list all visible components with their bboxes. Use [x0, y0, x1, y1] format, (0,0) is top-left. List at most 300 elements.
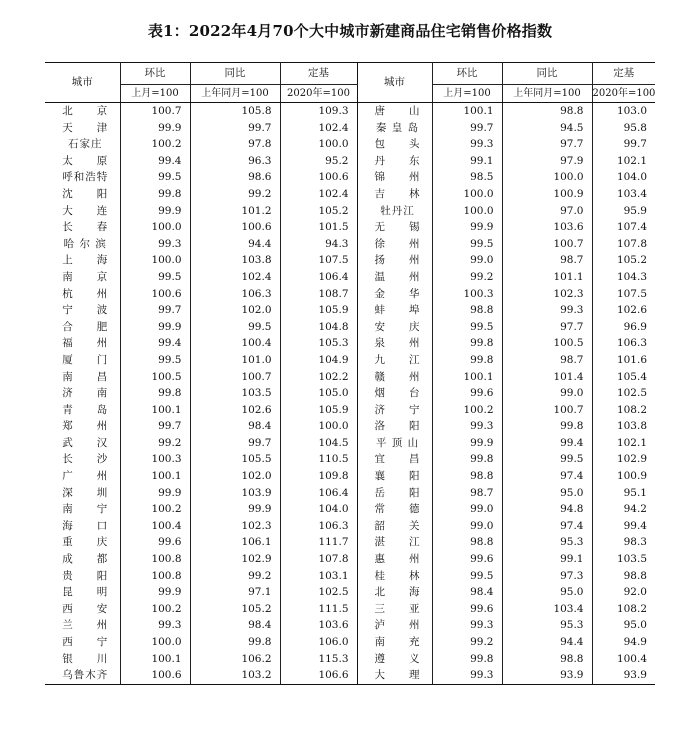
right-base-cell: 98.3	[592, 534, 655, 551]
right-mom-cell: 99.3	[432, 667, 502, 684]
table-row	[45, 667, 655, 684]
left-base-cell: 108.7	[280, 286, 357, 303]
left-yoy-cell: 97.1	[190, 584, 280, 601]
right-base-cell: 104.0	[592, 169, 655, 186]
right-mom-cell: 99.5	[432, 236, 502, 253]
right-city-cell: 吉 林	[357, 186, 432, 203]
left-yoy-cell: 103.8	[190, 252, 280, 269]
right-mom-cell: 98.8	[432, 468, 502, 485]
left-mom-cell: 100.4	[120, 518, 190, 535]
left-yoy-cell: 100.4	[190, 335, 280, 352]
right-base-cell: 102.6	[592, 302, 655, 319]
right-base-cell: 107.5	[592, 286, 655, 303]
left-base-cell: 102.4	[280, 186, 357, 203]
table-row	[45, 551, 655, 568]
table-row	[45, 617, 655, 634]
left-yoy-cell: 94.4	[190, 236, 280, 253]
left-city-cell: 重 庆	[62, 536, 109, 549]
right-mom-cell: 99.0	[432, 252, 502, 269]
left-mom-cell: 99.7	[120, 418, 190, 435]
right-base-cell: 108.2	[592, 402, 655, 419]
left-yoy-cell: 105.8	[190, 103, 280, 120]
right-base-cell: 99.7	[592, 136, 655, 153]
right-mom-cell: 99.3	[432, 617, 502, 634]
right-mom-cell: 100.1	[432, 103, 502, 120]
right-yoy-cell: 99.3	[502, 302, 592, 319]
right-yoy-cell: 99.1	[502, 551, 592, 568]
yoy-subheader-right: 上年同月=100	[502, 85, 592, 103]
right-base-cell: 102.1	[592, 435, 655, 452]
right-mom-cell: 99.9	[432, 219, 502, 236]
table-row	[45, 352, 655, 369]
table-row	[45, 402, 655, 419]
left-base-cell: 106.4	[280, 269, 357, 286]
table-row	[45, 203, 655, 220]
left-yoy-cell: 103.5	[190, 385, 280, 402]
right-mom-cell: 99.3	[432, 418, 502, 435]
left-mom-cell: 99.4	[120, 153, 190, 170]
right-yoy-cell: 100.0	[502, 169, 592, 186]
left-yoy-cell: 102.3	[190, 518, 280, 535]
right-city-cell: 桂 林	[357, 568, 432, 585]
left-base-cell: 95.2	[280, 153, 357, 170]
right-yoy-cell: 101.4	[502, 369, 592, 386]
mom-header-left: 环比	[120, 63, 190, 85]
left-city-cell: 天 津	[62, 121, 109, 134]
left-mom-cell: 100.8	[120, 568, 190, 585]
right-city-cell: 蚌 埠	[357, 302, 432, 319]
left-base-cell: 105.2	[280, 203, 357, 220]
left-yoy-cell: 101.2	[190, 203, 280, 220]
right-base-cell: 102.9	[592, 451, 655, 468]
table-row	[45, 302, 655, 319]
right-city-cell: 泸 州	[357, 617, 432, 634]
table-row	[45, 103, 655, 120]
right-mom-cell: 99.6	[432, 601, 502, 618]
left-city-cell: 太 原	[62, 154, 109, 167]
left-yoy-cell: 102.0	[190, 302, 280, 319]
left-mom-cell: 100.6	[120, 667, 190, 684]
table-row	[45, 335, 655, 352]
left-mom-cell: 100.0	[120, 219, 190, 236]
left-mom-cell: 100.0	[120, 252, 190, 269]
left-city-cell: 呼和浩特	[62, 171, 109, 184]
right-city-cell: 赣 州	[357, 369, 432, 386]
left-yoy-cell: 102.4	[190, 269, 280, 286]
table-row	[45, 501, 655, 518]
left-city-cell: 成 都	[62, 553, 109, 566]
right-yoy-cell: 100.9	[502, 186, 592, 203]
right-yoy-cell: 98.8	[502, 651, 592, 668]
table-row	[45, 252, 655, 269]
left-base-cell: 106.3	[280, 518, 357, 535]
table-row	[45, 634, 655, 651]
right-city-cell: 北 海	[357, 584, 432, 601]
mom-subheader-right: 上月=100	[432, 85, 502, 103]
left-yoy-cell: 101.0	[190, 352, 280, 369]
left-base-cell: 109.8	[280, 468, 357, 485]
left-base-cell: 100.6	[280, 169, 357, 186]
right-yoy-cell: 94.8	[502, 501, 592, 518]
left-base-cell: 107.5	[280, 252, 357, 269]
right-city-cell: 韶 关	[357, 518, 432, 535]
city-header-left: 城市	[45, 63, 120, 103]
left-city-cell: 大 连	[62, 204, 109, 217]
right-yoy-cell: 103.4	[502, 601, 592, 618]
table-row	[45, 534, 655, 551]
left-base-cell: 105.9	[280, 302, 357, 319]
table-row	[45, 120, 655, 137]
left-base-cell: 106.6	[280, 667, 357, 684]
left-mom-cell: 99.2	[120, 435, 190, 452]
left-city-cell: 合 肥	[62, 320, 109, 333]
left-mom-cell: 99.9	[120, 203, 190, 220]
left-city-cell: 南 宁	[62, 503, 109, 516]
left-mom-cell: 99.9	[120, 584, 190, 601]
right-base-cell: 102.1	[592, 153, 655, 170]
left-yoy-cell: 103.2	[190, 667, 280, 684]
right-base-cell: 105.2	[592, 252, 655, 269]
right-city-cell: 唐 山	[357, 103, 432, 120]
left-mom-cell: 100.2	[120, 136, 190, 153]
left-yoy-cell: 99.2	[190, 568, 280, 585]
left-yoy-cell: 98.4	[190, 418, 280, 435]
right-base-cell: 101.6	[592, 352, 655, 369]
yoy-header-right: 同比	[502, 63, 592, 85]
mom-header-right: 环比	[432, 63, 502, 85]
right-city-cell: 金 华	[357, 286, 432, 303]
right-mom-cell: 100.0	[432, 186, 502, 203]
right-mom-cell: 100.0	[432, 203, 502, 220]
right-city-cell: 泉 州	[357, 335, 432, 352]
right-yoy-cell: 100.7	[502, 236, 592, 253]
left-mom-cell: 100.5	[120, 369, 190, 386]
left-city-cell: 长 春	[62, 221, 109, 234]
right-base-cell: 98.8	[592, 568, 655, 585]
left-base-cell: 101.5	[280, 219, 357, 236]
right-city-cell: 宜 昌	[357, 451, 432, 468]
right-mom-cell: 99.6	[432, 385, 502, 402]
right-mom-cell: 100.3	[432, 286, 502, 303]
right-city-cell: 平 顶 山	[357, 435, 432, 452]
right-yoy-cell: 97.4	[502, 518, 592, 535]
right-city-cell: 无 锡	[357, 219, 432, 236]
left-yoy-cell: 102.6	[190, 402, 280, 419]
left-city-cell: 南 昌	[62, 370, 109, 383]
left-base-cell: 102.4	[280, 120, 357, 137]
right-base-cell: 95.1	[592, 485, 655, 502]
left-city-cell: 青 岛	[62, 403, 109, 416]
left-city-cell: 西 安	[62, 602, 109, 615]
right-city-cell: 丹 东	[357, 153, 432, 170]
left-yoy-cell: 98.6	[190, 169, 280, 186]
right-base-cell: 104.3	[592, 269, 655, 286]
left-base-cell: 100.0	[280, 136, 357, 153]
left-base-cell: 102.2	[280, 369, 357, 386]
right-yoy-cell: 97.3	[502, 568, 592, 585]
left-mom-cell: 99.6	[120, 534, 190, 551]
left-yoy-cell: 98.4	[190, 617, 280, 634]
right-yoy-cell: 97.9	[502, 153, 592, 170]
right-city-cell: 常 德	[357, 501, 432, 518]
left-city-cell: 海 口	[62, 519, 109, 532]
right-city-cell: 牡丹江	[357, 203, 432, 220]
left-base-cell: 104.9	[280, 352, 357, 369]
base-header-right: 定基	[592, 63, 655, 85]
table-row	[45, 584, 655, 601]
left-city-cell: 郑 州	[62, 420, 109, 433]
right-mom-cell: 99.0	[432, 501, 502, 518]
table-row	[45, 319, 655, 336]
right-mom-cell: 99.5	[432, 568, 502, 585]
table-row	[45, 186, 655, 203]
right-yoy-cell: 101.1	[502, 269, 592, 286]
left-mom-cell: 100.3	[120, 451, 190, 468]
right-city-cell: 襄 阳	[357, 468, 432, 485]
left-base-cell: 107.8	[280, 551, 357, 568]
left-yoy-cell: 100.6	[190, 219, 280, 236]
left-yoy-cell: 96.3	[190, 153, 280, 170]
left-city-cell: 宁 波	[62, 304, 109, 317]
left-yoy-cell: 102.0	[190, 468, 280, 485]
right-city-cell: 温 州	[357, 269, 432, 286]
left-mom-cell: 99.3	[120, 617, 190, 634]
right-base-cell: 93.9	[592, 667, 655, 684]
left-mom-cell: 99.5	[120, 269, 190, 286]
left-city-cell: 哈 尔 滨	[63, 237, 107, 250]
right-yoy-cell: 99.5	[502, 451, 592, 468]
right-city-cell: 济 宁	[357, 402, 432, 419]
left-city-cell: 昆 明	[62, 586, 109, 599]
right-mom-cell: 99.9	[432, 435, 502, 452]
right-mom-cell: 99.0	[432, 518, 502, 535]
left-city-cell: 厦 门	[62, 353, 109, 366]
left-mom-cell: 100.2	[120, 501, 190, 518]
right-city-cell: 大 理	[357, 667, 432, 684]
right-yoy-cell: 102.3	[502, 286, 592, 303]
right-yoy-cell: 97.0	[502, 203, 592, 220]
left-yoy-cell: 97.8	[190, 136, 280, 153]
right-mom-cell: 99.8	[432, 335, 502, 352]
right-mom-cell: 99.7	[432, 120, 502, 137]
table-row	[45, 435, 655, 452]
left-base-cell: 94.3	[280, 236, 357, 253]
right-mom-cell: 100.1	[432, 369, 502, 386]
left-mom-cell: 99.9	[120, 120, 190, 137]
table-row	[45, 153, 655, 170]
left-mom-cell: 100.1	[120, 402, 190, 419]
left-mom-cell: 99.8	[120, 385, 190, 402]
left-mom-cell: 100.0	[120, 634, 190, 651]
left-mom-cell: 99.9	[120, 485, 190, 502]
right-base-cell: 99.4	[592, 518, 655, 535]
right-city-cell: 岳 阳	[357, 485, 432, 502]
left-base-cell: 105.0	[280, 385, 357, 402]
base-subheader-right: 2020年=100	[592, 85, 655, 103]
right-base-cell: 100.4	[592, 651, 655, 668]
left-city-cell: 西 宁	[62, 636, 109, 648]
left-city-cell: 北 京	[62, 105, 109, 117]
right-base-cell: 106.3	[592, 335, 655, 352]
left-base-cell: 104.0	[280, 501, 357, 518]
table-row	[45, 568, 655, 585]
left-base-cell: 102.5	[280, 584, 357, 601]
right-city-cell: 安 庆	[357, 319, 432, 336]
table-row	[45, 485, 655, 502]
left-city-cell: 长 沙	[62, 453, 109, 466]
right-base-cell: 96.9	[592, 319, 655, 336]
right-city-cell: 洛 阳	[357, 418, 432, 435]
right-city-cell: 三 亚	[357, 601, 432, 618]
right-yoy-cell: 100.5	[502, 335, 592, 352]
table-row	[45, 219, 655, 236]
right-mom-cell: 99.8	[432, 451, 502, 468]
left-city-cell: 深 圳	[62, 486, 109, 499]
left-base-cell: 111.7	[280, 534, 357, 551]
page-title: 表1：2022年4月70个大中城市新建商品住宅销售价格指数	[147, 22, 553, 40]
left-mom-cell: 99.8	[120, 186, 190, 203]
right-yoy-cell: 98.8	[502, 103, 592, 120]
right-city-cell: 包 头	[357, 136, 432, 153]
right-mom-cell: 99.2	[432, 269, 502, 286]
left-base-cell: 106.4	[280, 485, 357, 502]
right-yoy-cell: 97.7	[502, 136, 592, 153]
yoy-header-left: 同比	[190, 63, 280, 85]
right-city-cell: 秦 皇 岛	[357, 120, 432, 137]
left-base-cell: 106.0	[280, 634, 357, 651]
left-yoy-cell: 106.3	[190, 286, 280, 303]
right-yoy-cell: 95.3	[502, 617, 592, 634]
right-base-cell: 95.9	[592, 203, 655, 220]
left-city-cell: 沈 阳	[62, 187, 109, 200]
left-yoy-cell: 105.5	[190, 451, 280, 468]
right-base-cell: 92.0	[592, 584, 655, 601]
left-city-cell: 广 州	[62, 470, 109, 483]
right-yoy-cell: 94.4	[502, 634, 592, 651]
left-city-cell: 武 汉	[62, 436, 109, 449]
right-city-cell: 徐 州	[357, 236, 432, 253]
table-row	[45, 136, 655, 153]
right-yoy-cell: 95.0	[502, 584, 592, 601]
right-yoy-cell: 97.4	[502, 468, 592, 485]
right-yoy-cell: 95.3	[502, 534, 592, 551]
right-city-cell: 遵 义	[357, 651, 432, 668]
right-base-cell: 94.9	[592, 634, 655, 651]
right-mom-cell: 100.2	[432, 402, 502, 419]
right-base-cell: 107.4	[592, 219, 655, 236]
right-mom-cell: 98.4	[432, 584, 502, 601]
right-base-cell: 103.4	[592, 186, 655, 203]
left-base-cell: 104.8	[280, 319, 357, 336]
city-header-right: 城市	[357, 63, 432, 103]
left-yoy-cell: 99.2	[190, 186, 280, 203]
left-base-cell: 105.9	[280, 402, 357, 419]
left-base-cell: 104.5	[280, 435, 357, 452]
table-row	[45, 169, 655, 186]
yoy-subheader-left: 上年同月=100	[190, 85, 280, 103]
table-row	[45, 286, 655, 303]
left-yoy-cell: 103.9	[190, 485, 280, 502]
right-base-cell: 102.5	[592, 385, 655, 402]
left-mom-cell: 99.4	[120, 335, 190, 352]
table-row	[45, 468, 655, 485]
left-base-cell: 103.6	[280, 617, 357, 634]
left-mom-cell: 99.9	[120, 319, 190, 336]
right-city-cell: 九 江	[357, 352, 432, 369]
left-yoy-cell: 99.7	[190, 120, 280, 137]
left-city-cell: 贵 阳	[62, 569, 109, 582]
base-header-left: 定基	[280, 63, 357, 85]
table-row	[45, 518, 655, 535]
right-base-cell: 95.8	[592, 120, 655, 137]
right-base-cell: 103.8	[592, 418, 655, 435]
left-yoy-cell: 99.5	[190, 319, 280, 336]
left-yoy-cell: 99.8	[190, 634, 280, 651]
left-city-cell: 兰 州	[62, 619, 109, 632]
table-row	[45, 236, 655, 253]
left-city-cell: 杭 州	[62, 287, 109, 300]
table-row	[45, 369, 655, 386]
right-mom-cell: 99.6	[432, 551, 502, 568]
right-base-cell: 108.2	[592, 601, 655, 618]
left-city-cell: 上 海	[62, 254, 109, 267]
left-yoy-cell: 99.7	[190, 435, 280, 452]
table-row	[45, 601, 655, 618]
right-mom-cell: 99.3	[432, 136, 502, 153]
left-base-cell: 110.5	[280, 451, 357, 468]
right-base-cell: 103.5	[592, 551, 655, 568]
mom-subheader-left: 上月=100	[120, 85, 190, 103]
left-city-cell: 南 京	[62, 270, 109, 283]
left-mom-cell: 100.1	[120, 651, 190, 668]
right-city-cell: 惠 州	[357, 551, 432, 568]
price-index-table	[45, 62, 655, 685]
left-base-cell: 105.3	[280, 335, 357, 352]
table-row	[45, 385, 655, 402]
left-mom-cell: 100.2	[120, 601, 190, 618]
table-row	[45, 451, 655, 468]
left-yoy-cell: 102.9	[190, 551, 280, 568]
table-row	[45, 418, 655, 435]
right-yoy-cell: 98.7	[502, 352, 592, 369]
right-mom-cell: 99.5	[432, 319, 502, 336]
left-base-cell: 115.3	[280, 651, 357, 668]
left-base-cell: 100.0	[280, 418, 357, 435]
right-yoy-cell: 95.0	[502, 485, 592, 502]
base-subheader-left: 2020年=100	[280, 85, 357, 103]
left-mom-cell: 99.7	[120, 302, 190, 319]
right-mom-cell: 98.8	[432, 534, 502, 551]
right-yoy-cell: 94.5	[502, 120, 592, 137]
left-mom-cell: 99.5	[120, 169, 190, 186]
left-mom-cell: 100.8	[120, 551, 190, 568]
left-yoy-cell: 100.7	[190, 369, 280, 386]
left-yoy-cell: 106.2	[190, 651, 280, 668]
left-yoy-cell: 105.2	[190, 601, 280, 618]
left-mom-cell: 100.7	[120, 103, 190, 120]
right-city-cell: 湛 江	[357, 534, 432, 551]
left-base-cell: 103.1	[280, 568, 357, 585]
right-yoy-cell: 93.9	[502, 667, 592, 684]
right-mom-cell: 98.8	[432, 302, 502, 319]
left-yoy-cell: 99.9	[190, 501, 280, 518]
right-base-cell: 94.2	[592, 501, 655, 518]
left-mom-cell: 99.5	[120, 352, 190, 369]
left-city-cell: 济 南	[62, 387, 109, 400]
right-base-cell: 105.4	[592, 369, 655, 386]
left-mom-cell: 100.1	[120, 468, 190, 485]
left-mom-cell: 99.3	[120, 236, 190, 253]
